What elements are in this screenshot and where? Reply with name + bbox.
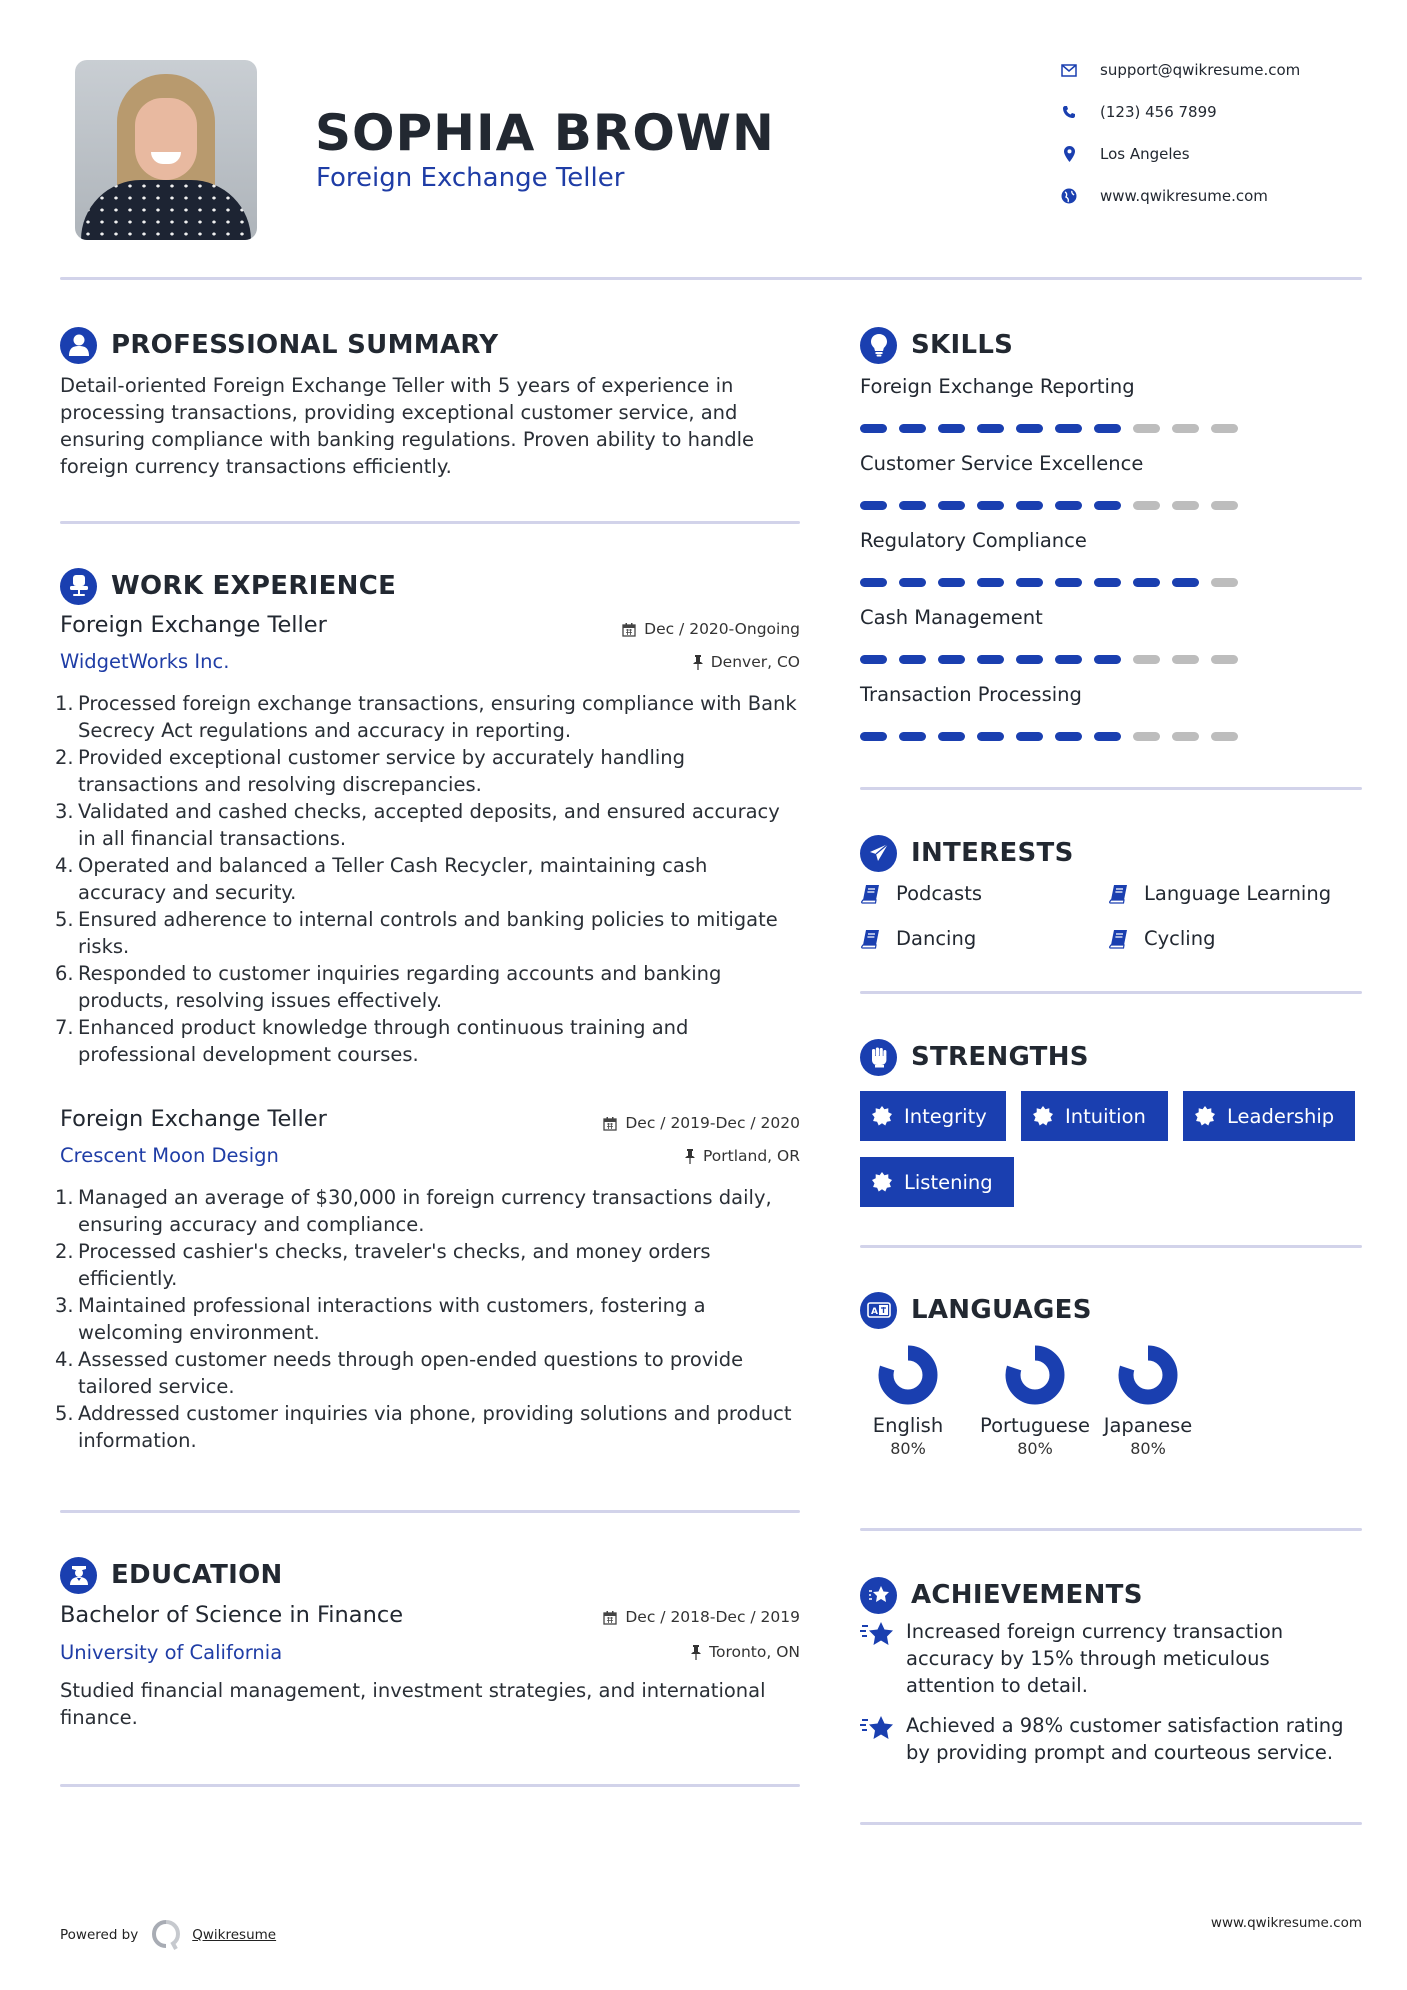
job-bullets [55,1184,800,1454]
list-item: 5. Ensured adherence to internal controls and banking policies to mitigate risks. [55,908,778,958]
company-name: Crescent Moon Design [60,1144,279,1167]
skill-rating [860,501,1238,510]
strength-badge: Listening [860,1157,1014,1207]
list-item: 4. Assessed customer needs through open-ended questions to provide tailored service. [55,1348,744,1398]
achievement-item: Increased foreign currency transaction accuracy by 15% through meticulous attention to detail. [860,1618,1360,1699]
contact-email[interactable] [1060,58,1360,82]
globe-icon [1060,187,1078,205]
contact-email-text: support@qwikresume.com [1100,61,1301,79]
list-item: 1. Managed an average of $30,000 in foreign currency transactions daily, ensuring accuracy and compliance. [55,1186,772,1236]
interest-item: Language Learning [1108,882,1331,905]
language-item: Portuguese 80% [975,1344,1095,1458]
qwikresume-link[interactable]: Qwikresume [192,1927,277,1943]
badge-icon [872,1106,892,1126]
strength-badge: Leadership [1183,1091,1355,1141]
summary-heading: PROFESSIONAL SUMMARY [60,325,498,365]
contact-location-text: Los Angeles [1100,145,1190,163]
graduate-icon [60,1557,97,1594]
footer-powered-by: Powered by Qwikresume [60,1920,276,1950]
star-icon [860,1712,894,1766]
education-location: Toronto, ON [500,1643,800,1661]
education-divider [60,1784,800,1787]
language-progress-ring [1117,1344,1179,1406]
pushpin-icon [693,655,703,670]
skills-divider [860,787,1362,790]
experience-heading: WORK EXPERIENCE [60,566,396,606]
map-marker-icon [1060,145,1078,163]
candidate-name: SOPHIA BROWN [315,104,775,162]
header-divider [60,277,1362,280]
paper-plane-icon [860,835,897,872]
strengths-heading: STRENGTHS [860,1037,1089,1077]
list-item: 5. Addressed customer inquiries via phone, providing solutions and product information. [55,1402,792,1452]
skill-label: Transaction Processing [860,683,1082,706]
achievements-heading: ACHIEVEMENTS [860,1575,1143,1615]
language-progress-ring [1004,1344,1066,1406]
education-heading: EDUCATION [60,1555,283,1595]
company-name: WidgetWorks Inc. [60,650,230,673]
user-icon [60,327,97,364]
job-dates: Dec / 2020-Ongoing [500,620,800,638]
language-item: Japanese 80% [1088,1344,1208,1458]
list-item: 4. Operated and balanced a Teller Cash Recycler, maintaining cash accuracy and security. [55,854,708,904]
book-icon [1108,929,1130,949]
job-bullets [55,690,800,1068]
envelope-icon [1060,61,1078,79]
calendar-icon [603,1610,617,1625]
list-item: 2. Processed cashier's checks, traveler's checks, and money orders efficiently. [55,1240,711,1290]
book-icon [860,929,882,949]
strengths-divider [860,1245,1362,1248]
skill-rating [860,732,1238,741]
list-item: 3. Maintained professional interactions with customers, fostering a welcoming environment. [55,1294,706,1344]
strength-badge: Integrity [860,1091,1006,1141]
calendar-icon [603,1116,617,1131]
languages-divider [860,1528,1362,1531]
skill-rating [860,578,1238,587]
calendar-icon [622,622,636,637]
language-item: English 80% [848,1344,968,1458]
education-dates: Dec / 2018-Dec / 2019 [500,1608,800,1626]
star-icon [860,1577,897,1614]
lightbulb-icon [860,327,897,364]
language-progress-ring [877,1344,939,1406]
profile-photo [75,60,257,240]
skill-rating [860,424,1238,433]
phone-icon [1060,103,1078,121]
school-name: University of California [60,1641,283,1664]
skill-label: Cash Management [860,606,1043,629]
degree-title: Bachelor of Science in Finance [60,1602,404,1628]
badge-icon [1033,1106,1053,1126]
interests-divider [860,991,1362,994]
contact-location [1060,142,1360,166]
office-chair-icon [60,568,97,605]
pushpin-icon [691,1645,701,1660]
languages-heading: A LANGUAGES [860,1290,1092,1330]
job-title: Foreign Exchange Teller [60,612,327,638]
skill-label: Customer Service Excellence [860,452,1144,475]
list-item: 6. Responded to customer inquiries regarding accounts and banking products, resolving issues effectively. [55,962,722,1012]
svg-text:A: A [870,1307,878,1317]
contact-website[interactable] [1060,184,1360,208]
badge-icon [1195,1106,1215,1126]
fist-icon [860,1039,897,1076]
list-item: 2. Provided exceptional customer service by accurately handling transactions and resolving discrepancies. [55,746,686,796]
summary-text: Detail-oriented Foreign Exchange Teller with 5 years of experience in processing transactions, providing exceptional customer service, and ensuring compliance with banking regulations. Proven ability to handle foreign currency transactions efficiently. [60,374,755,478]
contact-phone[interactable] [1060,100,1360,124]
achievements-divider [860,1822,1362,1825]
education-description: Studied financial management, investment strategies, and international finance. [60,1679,766,1729]
experience-divider [60,1510,800,1513]
book-icon [1108,884,1130,904]
skill-label: Foreign Exchange Reporting [860,375,1135,398]
list-item: 1. Processed foreign exchange transactions, ensuring compliance with Bank Secrecy Act regulations and accuracy in reporting. [55,692,797,742]
interest-item: Dancing [860,927,976,950]
job-location: Denver, CO [500,653,800,671]
summary-divider [60,521,800,524]
contact-website-text: www.qwikresume.com [1100,187,1268,205]
job-location: Portland, OR [500,1147,800,1165]
job-title: Foreign Exchange Teller [60,1106,327,1132]
interests-heading: INTERESTS [860,833,1074,873]
skill-label: Regulatory Compliance [860,529,1087,552]
pushpin-icon [685,1149,695,1164]
skill-rating [860,655,1238,664]
badge-icon [872,1172,892,1192]
job-dates: Dec / 2019-Dec / 2020 [500,1114,800,1132]
qwikresume-logo-icon [152,1920,180,1950]
list-item: 3. Validated and cashed checks, accepted deposits, and ensured accuracy in all financial transactions. [55,800,780,850]
candidate-title: Foreign Exchange Teller [316,163,625,193]
footer-website[interactable]: www.qwikresume.com [1210,1915,1362,1931]
achievement-item: Achieved a 98% customer satisfaction rating by providing prompt and courteous service. [860,1712,1360,1766]
strength-badge: Intuition [1021,1091,1168,1141]
contact-phone-text: (123) 456 7899 [1100,103,1217,121]
skills-heading: SKILLS [860,325,1013,365]
list-item: 7. Enhanced product knowledge through continuous training and professional development courses. [55,1016,689,1066]
book-icon [860,884,882,904]
star-icon [860,1618,894,1699]
interest-item: Cycling [1108,927,1215,950]
translate-icon [860,1292,897,1329]
interest-item: Podcasts [860,882,982,905]
